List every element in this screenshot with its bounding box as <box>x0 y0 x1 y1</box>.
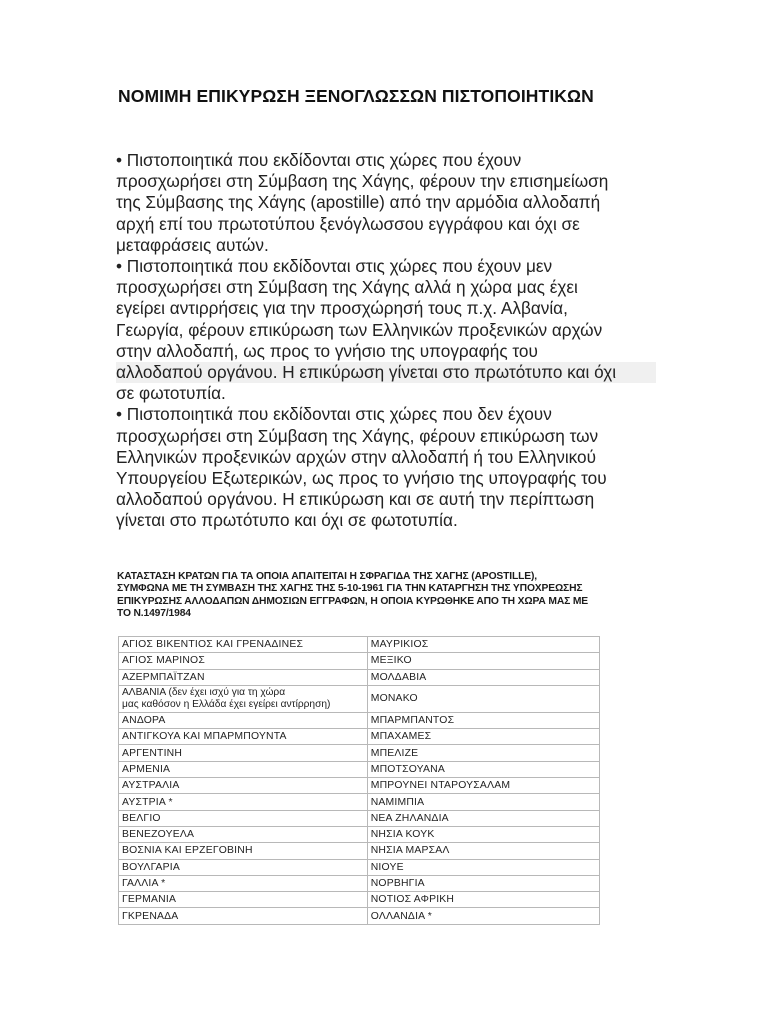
table-row <box>119 637 600 653</box>
table-row <box>119 778 600 794</box>
country-cell-right: ΝΙΟΥΕ <box>367 859 599 875</box>
countries-table-body <box>119 637 600 925</box>
country-cell-right: ΝΑΜΙΜΠΙΑ <box>367 794 599 810</box>
bullet-line: της Σύμβασης της Χάγης (apostille) από την αρμόδια αλλοδαπή <box>116 192 601 213</box>
country-cell-right: ΜΠΕΛΙΖΕ <box>367 745 599 761</box>
table-row <box>119 669 600 685</box>
cell-text-line: μας καθόσον η Ελλάδα έχει εγείρει αντίρρηση) <box>122 698 331 710</box>
country-cell-left: ΒΕΝΕΖΟΥΕΛΑ <box>119 826 368 842</box>
table-row <box>119 761 600 777</box>
bullet-line: • Πιστοποιητικά που εκδίδονται στις χώρες που έχουν μεν <box>116 256 553 277</box>
table-row <box>119 685 600 712</box>
country-cell-left: ΑΖΕΡΜΠΑΪΤΖΑΝ <box>119 669 368 685</box>
bullet-line: προσχωρήσει στη Σύμβαση της Χάγης αλλά η χώρα μας έχει <box>116 277 578 298</box>
country-cell-right: ΜΟΝΑΚΟ <box>367 685 599 712</box>
table-heading-line: ΚΑΤΑΣΤΑΣΗ ΚΡΑΤΩΝ ΓΙΑ ΤΑ ΟΠΟΙΑ ΑΠΑΙΤΕΙΤΑΙ Η ΣΦΡΑΓΙΔΑ ΤΗΣ ΧΑΓΗΣ (APOSTILLE), <box>117 571 537 582</box>
bullet-line: προσχωρήσει στη Σύμβαση της Χάγης, φέρουν την επισημείωση <box>116 171 609 192</box>
country-cell-left: ΑΝΤΙΓΚΟΥΑ ΚΑΙ ΜΠΑΡΜΠΟΥΝΤΑ <box>119 729 368 745</box>
country-cell-left: ΒΕΛΓΙΟ <box>119 810 368 826</box>
bullet-list <box>116 150 656 532</box>
country-cell-left: ΑΡΜΕΝΙΑ <box>119 761 368 777</box>
countries-table <box>118 636 600 925</box>
table-heading <box>117 571 657 621</box>
table-heading-line: ΤΟ Ν.1497/1984 <box>117 608 191 620</box>
table-row <box>119 745 600 761</box>
country-cell-left: ΑΥΣΤΡΑΛΙΑ <box>119 778 368 794</box>
bullet-line: σε φωτοτυπία. <box>116 383 226 404</box>
bullet-line: αλλοδαπού οργάνου. Η επικύρωση και σε αυτή την περίπτωση <box>116 489 595 510</box>
bullet-line: Υπουργείου Εξωτερικών, ως προς το γνήσιο της υπογραφής του <box>116 468 607 489</box>
bullet-line: εγείρει αντιρρήσεις για την προσχώρησή τους π.χ. Αλβανία, <box>116 298 568 319</box>
table-row <box>119 892 600 908</box>
table-row <box>119 859 600 875</box>
bullet-paragraph-2 <box>116 256 656 404</box>
country-cell-left: ΑΝΔΟΡΑ <box>119 712 368 728</box>
table-row <box>119 794 600 810</box>
cell-text-line: ΑΛΒΑΝΙΑ (δεν έχει ισχύ για τη χώρα <box>122 686 286 698</box>
country-cell-left: ΓΑΛΛΙΑ * <box>119 875 368 891</box>
table-heading-line: ΕΠΙΚΥΡΩΣΗΣ ΑΛΛΟΔΑΠΩΝ ΔΗΜΟΣΙΩΝ ΕΓΓΡΑΦΩΝ, Η ΟΠΟΙΑ ΚΥΡΩΘΗΚΕ ΑΠΟ ΤΗ ΧΩΡΑ ΜΑΣ ΜΕ <box>117 595 588 607</box>
country-cell-right: ΝΗΣΙΑ ΚΟΥΚ <box>367 826 599 842</box>
country-cell-left: ΑΓΙΟΣ ΜΑΡΙΝΟΣ <box>119 653 368 669</box>
country-cell-left: ΑΥΣΤΡΙΑ * <box>119 794 368 810</box>
country-cell-right: ΜΠΟΤΣΟΥΑΝΑ <box>367 761 599 777</box>
document-title: ΝΟΜΙΜΗ ΕΠΙΚΥΡΩΣΗ ΞΕΝΟΓΛΩΣΣΩΝ ΠΙΣΤΟΠΟΙΗΤΙΚΩΝ <box>118 86 594 106</box>
bullet-line: • Πιστοποιητικά που εκδίδονται στις χώρες που έχουν <box>116 150 522 170</box>
bullet-line: γίνεται στο πρωτότυπο και όχι σε φωτοτυπία. <box>116 510 458 531</box>
country-cell-right: ΝΟΡΒΗΓΙΑ <box>367 875 599 891</box>
bullet-line: Γεωργία, φέρουν επικύρωση των Ελληνικών προξενικών αρχών <box>116 319 603 340</box>
table-row <box>119 843 600 859</box>
table-heading-line: ΣΥΜΦΩΝΑ ΜΕ ΤΗ ΣΥΜΒΑΣΗ ΤΗΣ ΧΑΓΗΣ ΤΗΣ 5-10-1961 ΓΙΑ ΤΗΝ ΚΑΤΑΡΓΗΣΗ ΤΗΣ ΥΠΟΧΡΕΩΣΗΣ <box>117 583 583 595</box>
country-cell-left: ΓΕΡΜΑΝΙΑ <box>119 892 368 908</box>
country-cell-right: ΟΛΛΑΝΔΙΑ * <box>367 908 599 924</box>
table-row <box>119 729 600 745</box>
table-row <box>119 653 600 669</box>
bullet-paragraph-1 <box>116 150 656 256</box>
bullet-paragraph-3 <box>116 404 656 531</box>
country-cell-right: ΜΟΛΔΑΒΙΑ <box>367 669 599 685</box>
country-cell-right: ΜΠΡΟΥΝΕΙ ΝΤΑΡΟΥΣΑΛΑΜ <box>367 778 599 794</box>
bullet-line: προσχωρήσει στη Σύμβαση της Χάγης, φέρουν επικύρωση των <box>116 425 599 446</box>
bullet-line: αλλοδαπού οργάνου. Η επικύρωση γίνεται στο πρωτότυπο και όχι <box>116 362 656 383</box>
country-cell-left: ΑΡΓΕΝΤΙΝΗ <box>119 745 368 761</box>
country-cell-right: ΝΕΑ ΖΗΛΑΝΔΙΑ <box>367 810 599 826</box>
bullet-line: στην αλλοδαπή, ως προς το γνήσιο της υπογραφής του <box>116 340 538 361</box>
country-cell-left: ΑΓΙΟΣ ΒΙΚΕΝΤΙΟΣ ΚΑΙ ΓΡΕΝΑΔΙΝΕΣ <box>119 637 368 653</box>
country-cell-left: ΒΟΥΛΓΑΡΙΑ <box>119 859 368 875</box>
table-row <box>119 875 600 891</box>
country-cell-right: ΜΑΥΡΙΚΙΟΣ <box>367 637 599 653</box>
bullet-line: • Πιστοποιητικά που εκδίδονται στις χώρες που δεν έχουν <box>116 404 552 425</box>
country-cell-left: ΒΟΣΝΙΑ ΚΑΙ ΕΡΖΕΓΟΒΙΝΗ <box>119 843 368 859</box>
table-row <box>119 826 600 842</box>
country-cell-right: ΜΕΞΙΚΟ <box>367 653 599 669</box>
bullet-line: μεταφράσεις αυτών. <box>116 234 269 255</box>
country-cell-right: ΜΠΑΧΑΜΕΣ <box>367 729 599 745</box>
bullet-line: Ελληνικών προξενικών αρχών στην αλλοδαπή ή του Ελληνικού <box>116 446 597 467</box>
table-row <box>119 908 600 924</box>
bullet-line: αρχή επί του πρωτοτύπου ξενόγλωσσου εγγράφου και όχι σε <box>116 213 580 234</box>
country-cell-left <box>119 685 368 712</box>
table-row <box>119 810 600 826</box>
country-cell-right: ΝΟΤΙΟΣ ΑΦΡΙΚΗ <box>367 892 599 908</box>
country-cell-right: ΝΗΣΙΑ ΜΑΡΣΑΛ <box>367 843 599 859</box>
country-cell-right: ΜΠΑΡΜΠΑΝΤΟΣ <box>367 712 599 728</box>
country-cell-left: ΓΚΡΕΝΑΔΑ <box>119 908 368 924</box>
table-row <box>119 712 600 728</box>
